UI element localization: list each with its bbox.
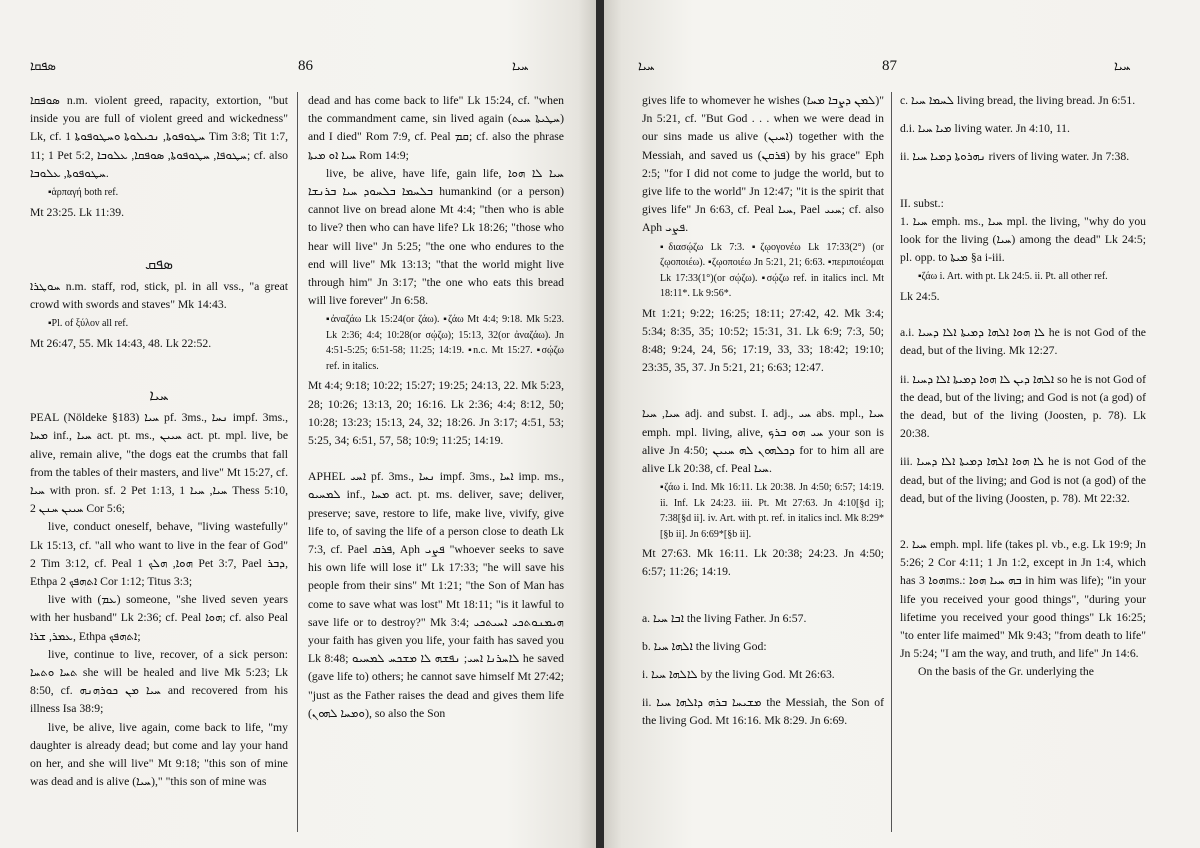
entry-paragraph: PEAL (Nöldeke §183) ܚܝܐ pf. 3ms., ܢܚܐ impf. 3ms., ܡܚܐ inf., ܚܝܐ act. pt. ms., ܚܝܝܢ act. pt. mpl. live, be alive, remain alive, "the dogs eat the crumbs that fall from the tables of their masters, and live" Mt 15:27, cf. ܚܝܐ with pron. sf. 2 Pet 1:13, ܚܝܐ, ܚܝܐ 1 Thess 5:10, ܚܝܝܢ ܚܢܢ 2 Cor 5:6; xyxy=(30,411,289,516)
page-number-right: 87 xyxy=(882,58,897,74)
sense-item: ii. ܢܗܪܘܬܐ ܕܡܝܐ ܚܝܐ rivers of living water. Jn 7:38. xyxy=(900,150,1130,164)
greek-note: ▪ἁρπαγή both ref. xyxy=(48,187,119,199)
entry-paragraph: 1. ܚܝܐ emph. ms., ܚܝܐ mpl. the living, "why do you look for the living (ܚܝܐ) among the dead" Lk 24:5; pl. opp. to ܡܝܬܐ §a i-iii. xyxy=(900,214,1147,265)
column-divider-right xyxy=(891,92,892,832)
entry-paragraph: live with (ܥܡ) someone, "she lived seven years with her husband" Lk 2:36; cf. Peal ܗܘܐ; cf. also Peal ܥܡܪ, ܫܪܐ, Ethpa ܐܬܗܦܟ; xyxy=(30,593,288,643)
sense-item: a. ܐܒܐ ܚܝܐ the living Father. Jn 6:57. xyxy=(642,611,807,625)
spacer xyxy=(900,518,1146,536)
reference-list: Mt 4:4; 9:18; 10:22; 15:27; 19:25; 24:13, 22. Mk 5:23, 28; 10:26; 13:13, 20; 16:16. Lk 2:36; 4:4; 8:12, 50; 10:28; 13:23; 15:13, 24, 32; 18:26. Jn 3:17; 4:51, 53; 5:25, 34; 6:51, 57, 58; 10:9; 11:25; 14:19. xyxy=(308,379,564,448)
page-number-left: 86 xyxy=(298,58,313,74)
sense-item: c. ܠܚܡܐ ܚܝܐ living bread, the living bread. Jn 6:51. xyxy=(900,94,1136,107)
sense-item: a.i. ܠܐ ܗܘܐ ܐܠܗܐ ܕܡܝܬܐ ܐܠܐ ܕܚܝܐ he is not God of the dead, but of the living. Mk 12:27. xyxy=(900,326,1146,358)
column-divider-left xyxy=(297,92,298,832)
spacer xyxy=(30,222,288,250)
greek-note: ▪ἀναζάω Lk 15:24(or ζάω). ▪ζάω Mt 4:4; 9:18. Mk 5:23. Lk 2:36; 4:4; 10:28(or σῴζω); 15:13, 32(or ἀναζάω). Jn 4:51-5:25; 6:51-58; 11:25; 14:19. ▪n.c. Mt 15:27. ▪σῴζω ref. in italics. xyxy=(326,314,564,372)
entry-paragraph: II. subst.: xyxy=(900,196,944,210)
entry-paragraph: live, continue to live, recover, of a sick person: ܬܚܐ ܘܬܚܐ she will be healed and live Mk 5:23; Lk 8:50, cf. ܚܝܐ ܡܢ ܟܘܪܗܢܗ and recovered from his illness Isa 38:9; xyxy=(30,647,289,716)
running-root-left: ܚܝܐ xyxy=(512,58,529,73)
entry-paragraph: gives life to whomever he wishes (ܠܡܢ ܕܨܒܐ ܡܚܐ)" Jn 5:21, cf. "But God . . . when we were dead in our sins made us alive (ܐܚܝܢ) together with the Messiah, and saved us (ܦܪܩܢ) by his grace" Eph 2:5; "for I did not come to judge the world, but to give life to the world" Jn 12:47; "it is the spirit that gives life" Jn 6:63, cf. Peal ܚܝܐ, Pael ܚܝܝ; cf. also Aph ܦܨܝ. xyxy=(642,94,885,235)
right-page xyxy=(604,0,1200,848)
left-page xyxy=(0,0,596,848)
sense-item: ii. ܐܠܗܐ ܕܝܢ ܠܐ ܗܘܐ ܕܡܝܬܐ ܐܠܐ ܕܚܝܐ so he is not God of the dead, but of the living; and God is not (a god) of the dead, but of the living (Joosten, p. 78). Lk 20:38. xyxy=(900,372,1146,441)
greek-note: ▪διασῴζω Lk 7:3. ▪ζῳογονέω Lk 17:33(2°) (or ζῳοποιέω). ▪ζῳοποιέω Jn 5:21, 21; 6:63. ▪περιποιέομαι Lk 17:33(1°)(or σῴζω). ▪σῴζω ref. in italics incl. Mt 18:11*. Lk 9:56*. xyxy=(660,241,884,300)
greek-note: ▪Pl. of ξύλον all ref. xyxy=(48,318,129,330)
spacer xyxy=(900,306,1146,324)
root-heading: ܣܦܩ xyxy=(144,256,174,273)
entry-paragraph: 2. ܚܝܐ emph. mpl. life (takes pl. vb., e.g. Lk 19:9; Jn 5:26; 2 Cor 4:11; 1 Jn 1:2, except in Jn 1:4, which has ܗܘܐ 3ms.: ܒܗ ܚܝܐ ܗܘܐ in him was life); "in your life you received your good things", "during your lifetime you received your good things" Lk 16:25; "to enter life maimed" Mk 9:43; "from death to life" Jn 5:24; "I am the way, and truth, and life" Jn 14:6. xyxy=(900,537,1147,661)
reference-list: Mt 26:47, 55. Mk 14:43, 48. Lk 22:52. xyxy=(30,336,212,350)
reference-list: Lk 24:5. xyxy=(900,289,940,303)
reference-list: Mt 27:63. Mk 16:11. Lk 20:38; 24:23. Jn 4:50; 6:57; 11:26; 14:19. xyxy=(642,547,884,579)
root-heading: ܚܝܐ xyxy=(149,388,169,405)
sense-item: i. ܠܐܠܗܐ ܚܝܐ by the living God. Mt 26:63. xyxy=(642,668,835,682)
greek-note: ▪ζάω i. Ind. Mk 16:11. Lk 20:38. Jn 4:50; 6:57; 14:19. ii. Inf. Lk 24:23. iii. Pt. Mt 27:63. Jn 4:10[§d i]; 7:38[§d ii]. iv. Art. with pt. ref. in italics incl. Mk 8:29* [§b ii]. Jn 6:69*[§b ii]. xyxy=(660,482,884,540)
entry-paragraph: live, conduct oneself, behave, "living wastefully" Lk 15:13, cf. "all who want to live in the fear of God" 2 Tim 3:12, cf. Peal ܗܘܐ, ܗܠܟ 1 Pet 3:7, Pael ܕܒܪ, Ethpa ܐܬܗܦܟ 2 Cor 1:12; Titus 3:3; xyxy=(30,520,288,589)
book-gutter xyxy=(596,0,604,848)
entry-paragraph: APHEL ܐܚܝ pf. 3ms., ܢܚܐ impf. 3ms., ܐܚܐ imp. ms., ܠܡܚܝܘ inf., ܡܚܐ act. pt. ms. deliver, save; deliver, preserve; save, restore to life, make live, vivify, give life to, of saving the life of a person close to death Lk 7:3, cf. Pael ܦܪܩ, Aph ܦܨܝ "whoever seeks to save his own life will lose it" Lk 17:33; "he will save his people from their sins" Mt 1:21; "the Son of Man has come to save what was lost" Mt 18:11; "is it lawful to save life or to destroy?" Mk 3:4; ܗܝܡܢܘܬܟܝ ܐܚܝܬܟܝ your faith has given you life, your faith has saved you Lk 8:48; ܠܐܚܪܢܐ ܐܚܝ; ܢܦܫܗ ܠܐ ܡܫܟܚ ܠܡܚܝܘ he saved (gave life to) others; he cannot save himself Mt 27:42; "just as the Father raises the dead and gives them life (ܘܡܚܐ ܠܗܘܢ), so also the Son xyxy=(308,470,565,720)
spacer xyxy=(900,177,1146,195)
sense-item: d.i. ܡܝܐ ܚܝܐ living water. Jn 4:10, 11. xyxy=(900,122,1070,136)
entry-paragraph: On the basis of the Gr. underlying the xyxy=(918,665,1094,679)
column-4 xyxy=(900,92,1146,682)
sense-item: iii. ܠܐ ܗܘܐ ܐܠܗܐ ܕܡܝܬܐ ܐܠܐ ܕܚܝܐ he is not God of the dead, but of the living; and God is not (a god) of the dead, but of the living (Joosten, p. 78). Mt 22:32. xyxy=(900,455,1146,505)
sense-item: ii. ܡܫܝܚܐ ܒܪܗ ܕܐܠܗܐ ܚܝܐ the Messiah, the Son of the living God. Mt 16:16. Mk 8:29. Jn 6:69. xyxy=(642,696,885,728)
running-root-right-left: ܚܝܐ xyxy=(638,58,655,73)
column-2 xyxy=(308,92,564,723)
column-1 xyxy=(30,92,288,792)
spacer xyxy=(642,582,884,610)
entry-paragraph: live, be alive, live again, come back to life, "my daughter is already dead; but come and lay your hand on her, and she will live" Mt 9:18; "this son of mine was dead and is alive (ܚܝܐ)," "this son of mine was xyxy=(30,720,288,789)
entry-paragraph: dead and has come back to life" Lk 15:24, cf. "when the commandment came, sin lived again (ܚܛܝܬܐ ܚܝܬ) and I died" Rom 7:9, cf. Peal ܩܡ; cf. also the phrase ܚܝܐ ܐܘ ܡܝܬܐ Rom 14:9; xyxy=(308,94,564,162)
spacer xyxy=(30,353,288,381)
entry-paragraph: ܣܘܦܩܐ n.m. violent greed, rapacity, extortion, "but inside you are full of violent greed and wickedness" Lk, cf. ܚܛܘܦܘܬܐ, ܢܟܝܠܘܬܐ ܘܚܛܘܦܘܬܐ 1 Tim 3:8; Tit 1:7, 11; 1 Pet 5:2, ܚܛܘܦܐ, ܚܛܘܦܘܬܐ, ܣܘܦܩܐ, ܥܠܘܒܐ; cf. also ܚܛܘܦܘܬܐ, ܥܠܘܒܐ. xyxy=(30,94,288,180)
greek-note: ▪ζάω i. Art. with pt. Lk 24:5. ii. Pt. all other ref. xyxy=(918,271,1108,283)
spacer xyxy=(642,377,884,405)
entry-paragraph: ܚܘܛܪܐ n.m. staff, rod, stick, pl. in all vss., "a great crowd with swords and staves" Mk 14:43. xyxy=(30,279,288,312)
reference-list: Mt 23:25. Lk 11:39. xyxy=(30,205,125,219)
reference-list: Mt 1:21; 9:22; 16:25; 18:11; 27:42, 42. Mk 3:4; 5:34; 8:35, 35; 10:52; 15:31, 31. Lk 6:9; 7:3, 50; 8:48; 9:24, 24, 56; 17:19, 33, 33; 18:42; 19:10; 23:35, 35, 37. Jn 5:21, 21; 6:63; 12:47. xyxy=(642,306,884,375)
running-head-left: ܣܦܩܐ xyxy=(30,58,57,73)
spacer xyxy=(308,450,564,468)
running-root-right: ܚܝܐ xyxy=(1114,58,1131,73)
sense-item: b. ܐܠܗܐ ܚܝܐ the living God: xyxy=(642,639,767,653)
entry-paragraph: live, be alive, have life, gain life, ܚܝܐ ܠܐ ܗܘܐ ܒܠܚܡܐ ܒܠܚܘܕ ܚܝܐ ܒܪܢܫܐ humankind (or a person) cannot live on bread alone Mt 4:4; "then who is able to live? then who can have life? Lk 18:26; "those who hear will live" Jn 5:25; "the one who endures to the end will live" Mk 13:13; "that the world might live through him" Jn 3:17; "the one who eats this bread will live forever" Jn 6:58. xyxy=(308,166,564,308)
entry-paragraph: ܚܝܐ, ܚܝܐ adj. and subst. I. adj., ܚܝ abs. mpl., ܚܝܐ emph. mpl. living, alive, ܚܝ ܗܘ ܒܪܟ your son is alive Jn 4:50; ܕܟܠܗܘܢ ܠܗ ܚܝܝܢ for to him all are alive Lk 20:38, cf. Peal ܚܝܐ. xyxy=(642,407,884,476)
column-3 xyxy=(642,92,884,741)
